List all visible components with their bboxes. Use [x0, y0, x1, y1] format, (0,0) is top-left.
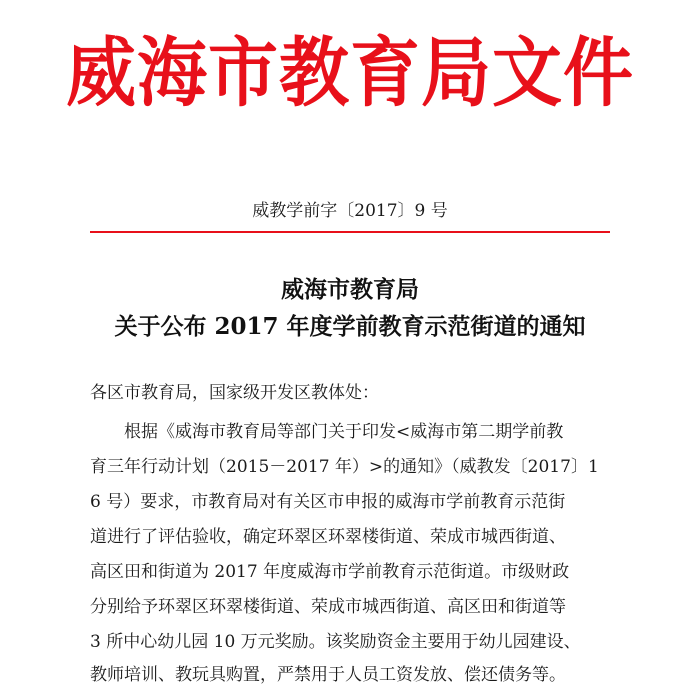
addressee-line: 各区市教育局，国家级开发区教体处： — [90, 383, 379, 403]
body-line: 教师培训、教玩具购置，严禁用于人员工资发放、偿还债务等。 — [90, 665, 566, 685]
issuer-masthead: 威海市教育局文件 — [66, 27, 634, 118]
document-number: 威教学前字〔2017〕9 号 — [252, 201, 448, 221]
body-line: 3 所中心幼儿园 10 万元奖励。该奖励资金主要用于幼儿园建设、 — [90, 632, 581, 652]
body-line: 根据《威海市教育局等部门关于印发<威海市第二期学前教 — [124, 422, 564, 442]
body-line: 分别给予环翠区环翠楼街道、荣成市城西街道、高区田和街道等 — [90, 597, 566, 617]
red-divider-line — [90, 231, 610, 233]
body-line: 道进行了评估验收，确定环翠区环翠楼街道、荣成市城西街道、 — [90, 527, 566, 547]
document-title-line-1: 威海市教育局 — [281, 276, 419, 303]
body-line: 育三年行动计划（2015－2017 年）>的通知》（威教发〔2017〕1 — [90, 457, 599, 477]
body-line: 高区田和街道为 2017 年度威海市学前教育示范街道。市级财政 — [90, 562, 570, 582]
body-line: 6 号）要求，市教育局对有关区市申报的威海市学前教育示范街 — [90, 492, 566, 512]
document-title-line-2: 关于公布 2017 年度学前教育示范街道的通知 — [114, 313, 586, 340]
